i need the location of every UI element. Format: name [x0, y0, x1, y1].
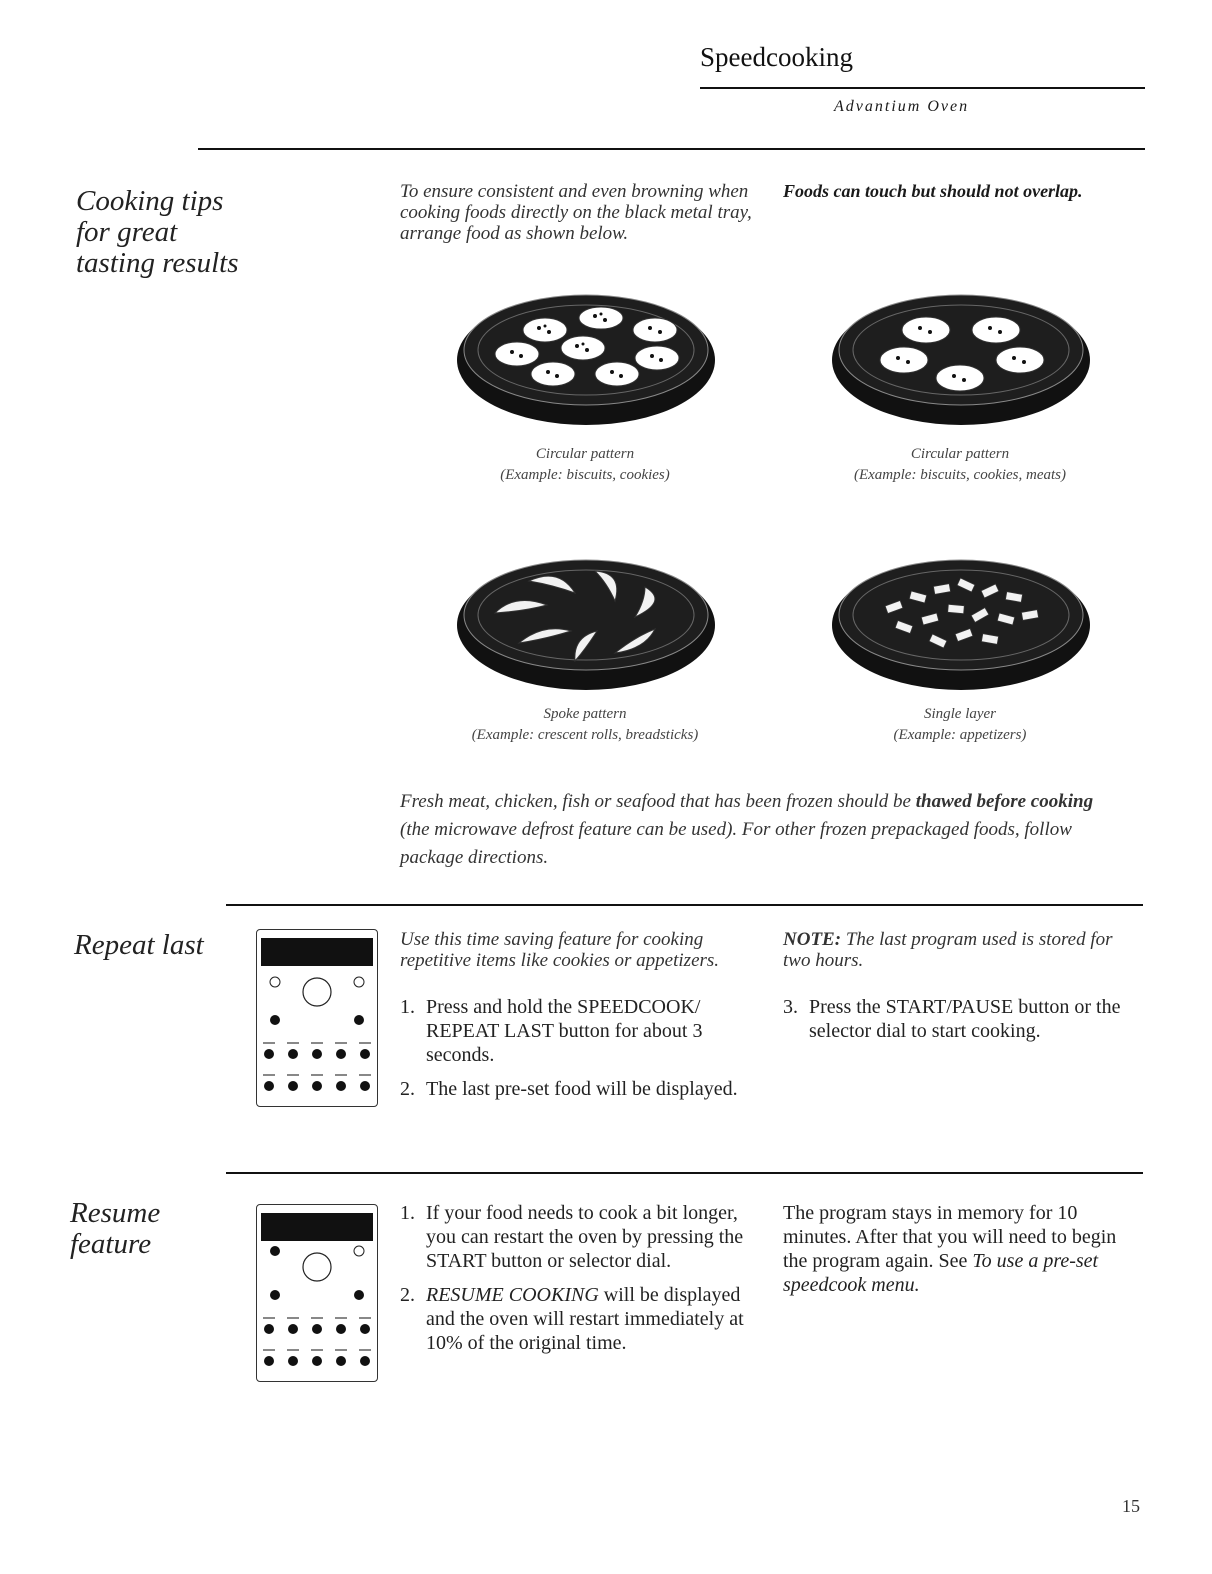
tray-illustration-circular-cookies — [455, 288, 717, 428]
tray-caption-3: Spoke pattern (Example: crescent rolls, breadsticks) — [471, 706, 699, 743]
repeat-last-note: NOTE: The last program used is stored for two hours. — [783, 929, 1113, 971]
cooking-tips-heading: Cooking tips for great tasting results — [76, 185, 239, 279]
control-panel-illustration-resume — [256, 1204, 378, 1382]
tray-caption-2: Circular pattern (Example: biscuits, cookies, meats) — [853, 446, 1067, 483]
tray-illustration-circular-meats — [830, 288, 1092, 428]
list-item: 2. The last pre-set food will be displayed. — [400, 1078, 738, 1100]
list-item: 2. RESUME COOKING will be displayed and the oven will restart immediately at 10% of the original time. — [400, 1284, 744, 1354]
repeat-last-step3 — [783, 995, 1148, 1053]
repeat-last-steps — [400, 995, 760, 1111]
cooking-tips-intro: To ensure consistent and even browning when cooking foods directly on the black metal tray, arrange food as shown below. — [400, 181, 752, 244]
section-divider-resume — [226, 1172, 1143, 1174]
resume-steps — [400, 1201, 745, 1365]
overlap-note: Foods can touch but should not overlap. — [783, 181, 1083, 201]
list-item: 1. If your food needs to cook a bit longer, you can restart the oven by pressing the START button or selector dial. — [400, 1202, 744, 1272]
list-item: 3. Press the START/PAUSE button or the selector dial to start cooking. — [783, 996, 1121, 1042]
repeat-last-heading: Repeat last — [74, 929, 204, 961]
tray-caption-4: Single layer (Example: appetizers) — [893, 706, 1027, 743]
tray-caption-1: Circular pattern (Example: biscuits, cookies) — [500, 446, 670, 483]
repeat-last-intro: Use this time saving feature for cooking repetitive items like cookies or appetizers. — [400, 929, 720, 971]
resume-feature-heading: Resume feature — [70, 1197, 161, 1260]
list-item: 1. Press and hold the SPEEDCOOK/ REPEAT LAST button for about 3 seconds. — [400, 996, 703, 1066]
page-header-title: Speedcooking — [700, 42, 853, 72]
section-divider-top — [198, 148, 1145, 150]
frozen-food-note: Fresh meat, chicken, fish or seafood that has been frozen should be thawed before cooking (the microwave defrost feature can be used). For other frozen prepackaged foods, follow package directions. — [400, 791, 1094, 868]
header-subtitle: Advantium Oven — [834, 98, 970, 115]
section-divider-repeat — [226, 904, 1143, 906]
control-panel-illustration-repeat — [256, 929, 378, 1107]
tray-illustration-spoke — [455, 553, 717, 693]
page-number: 15 — [1122, 1496, 1140, 1516]
header-rule — [700, 87, 1145, 89]
tray-illustration-single-layer — [830, 553, 1092, 693]
resume-memory-note: The program stays in memory for 10 minutes. After that you will need to begin the program again. See To use a pre-set speedcook menu. — [783, 1202, 1117, 1296]
